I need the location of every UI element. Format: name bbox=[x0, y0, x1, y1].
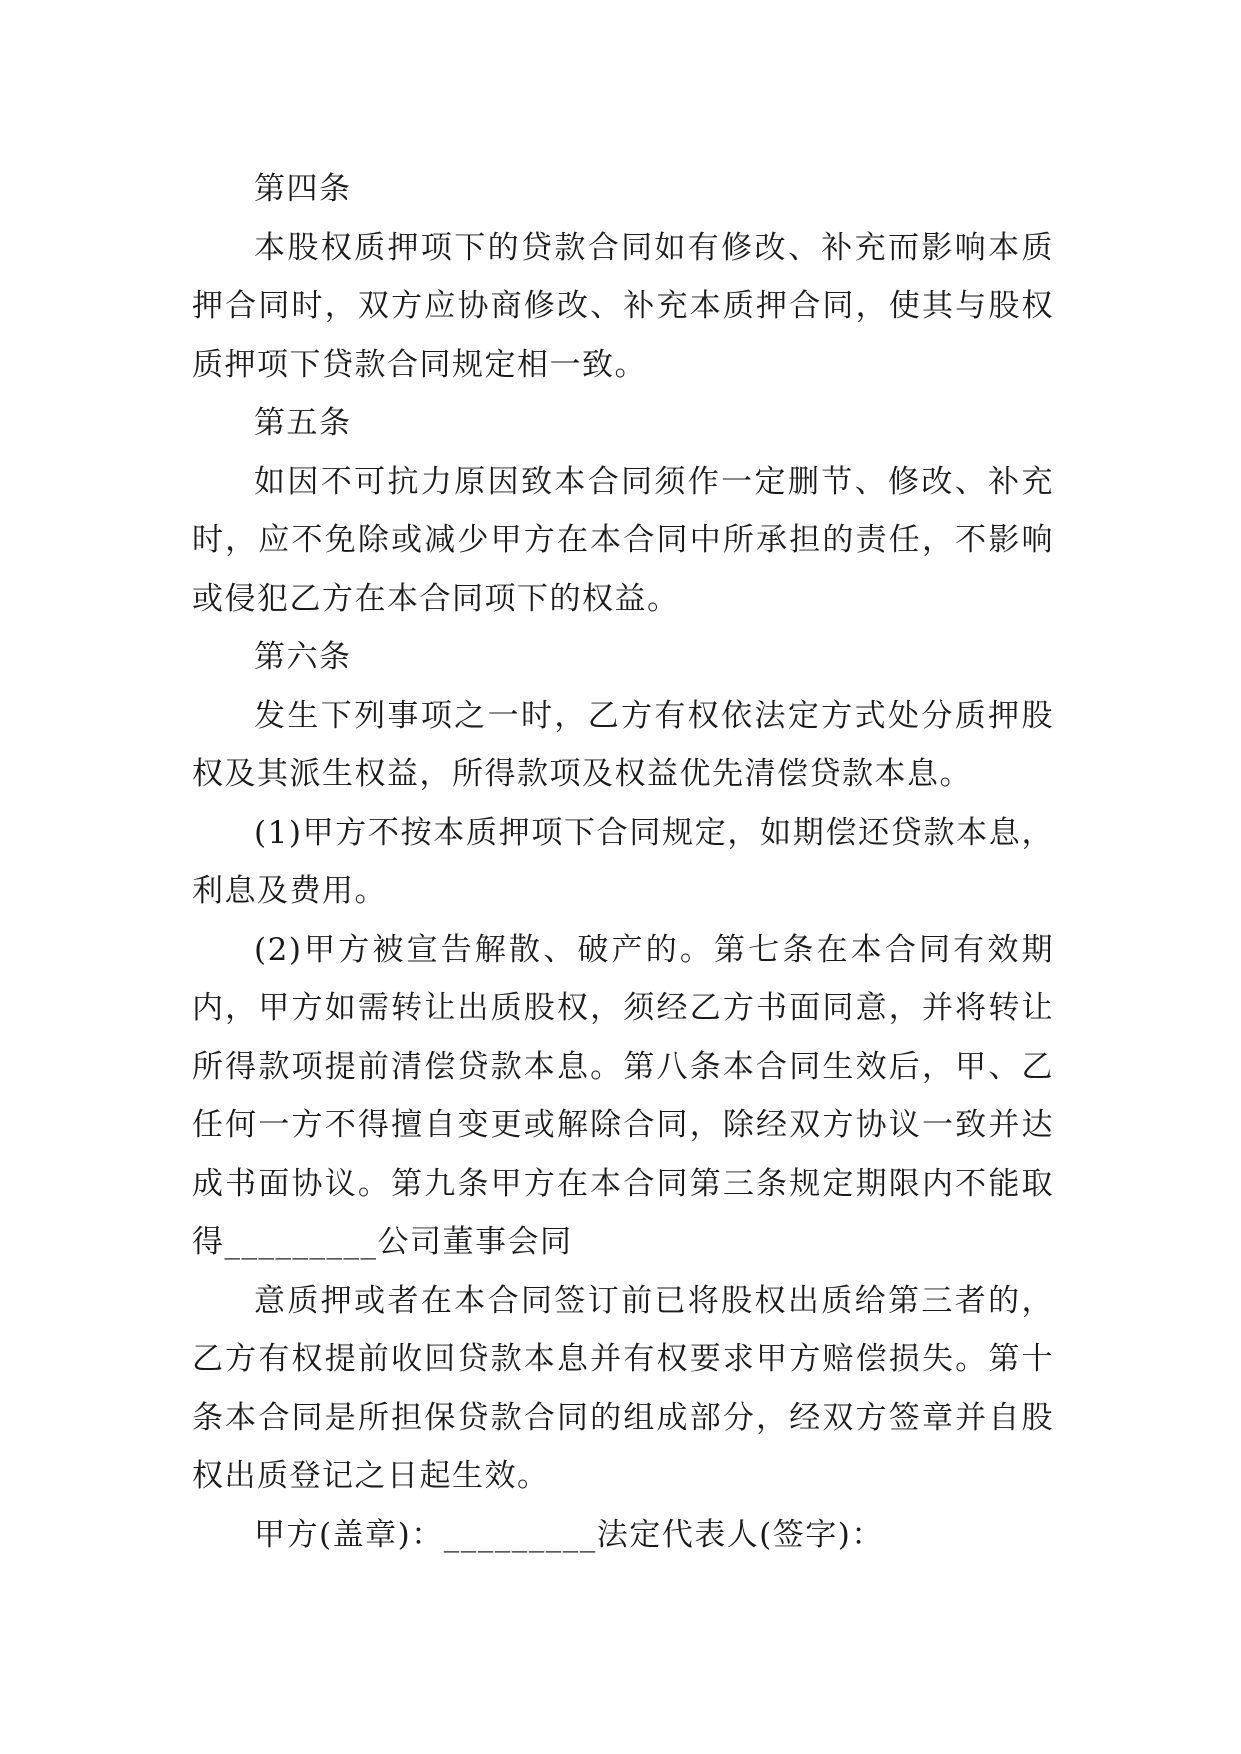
article-4-text: 本股权质押项下的贷款合同如有修改、补充而影响本质押合同时，双方应协商修改、补充本质押合同，使其与股权质押项下贷款合同规定相一致。 bbox=[192, 229, 1054, 383]
article-6-text: 发生下列事项之一时，乙方有权依法定方式处分质押股权及其派生权益，所得款项及权益优先清偿贷款本息。 bbox=[192, 697, 1054, 792]
document-body bbox=[192, 160, 1054, 1564]
article-5-text: 如因不可抗力原因致本合同须作一定删节、修改、补充时，应不免除或减少甲方在本合同中所承担的责任，不影响或侵犯乙方在本合同项下的权益。 bbox=[192, 463, 1054, 617]
article-6-item-2: (2)甲方被宣告解散、破产的。第七条在本合同有效期内，甲方如需转让出质股权，须经乙方书面同意，并将转让所得款项提前清偿贷款本息。第八条本合同生效后，甲、乙任何一方不得擅自变更或解除合同，除经双方协议一致并达成书面协议。第九条甲方在本合同第三条规定期限内不能取得_________公司董事会同 bbox=[192, 931, 1054, 1260]
article-6-heading: 第六条 bbox=[254, 639, 352, 675]
article-5-heading: 第五条 bbox=[254, 405, 352, 441]
signature-line: 甲方(盖章)：_________法定代表人(签字)： bbox=[254, 1516, 884, 1553]
article-6-item-1: (1)甲方不按本质押项下合同规定，如期偿还贷款本息，利息及费用。 bbox=[192, 814, 1054, 909]
article-9-10-text: 意质押或者在本合同签订前已将股权出质给第三者的，乙方有权提前收回贷款本息并有权要求甲方赔偿损失。第十条本合同是所担保贷款合同的组成部分，经双方签章并自股权出质登记之日起生效。 bbox=[192, 1282, 1054, 1494]
article-4-heading: 第四条 bbox=[254, 171, 352, 207]
